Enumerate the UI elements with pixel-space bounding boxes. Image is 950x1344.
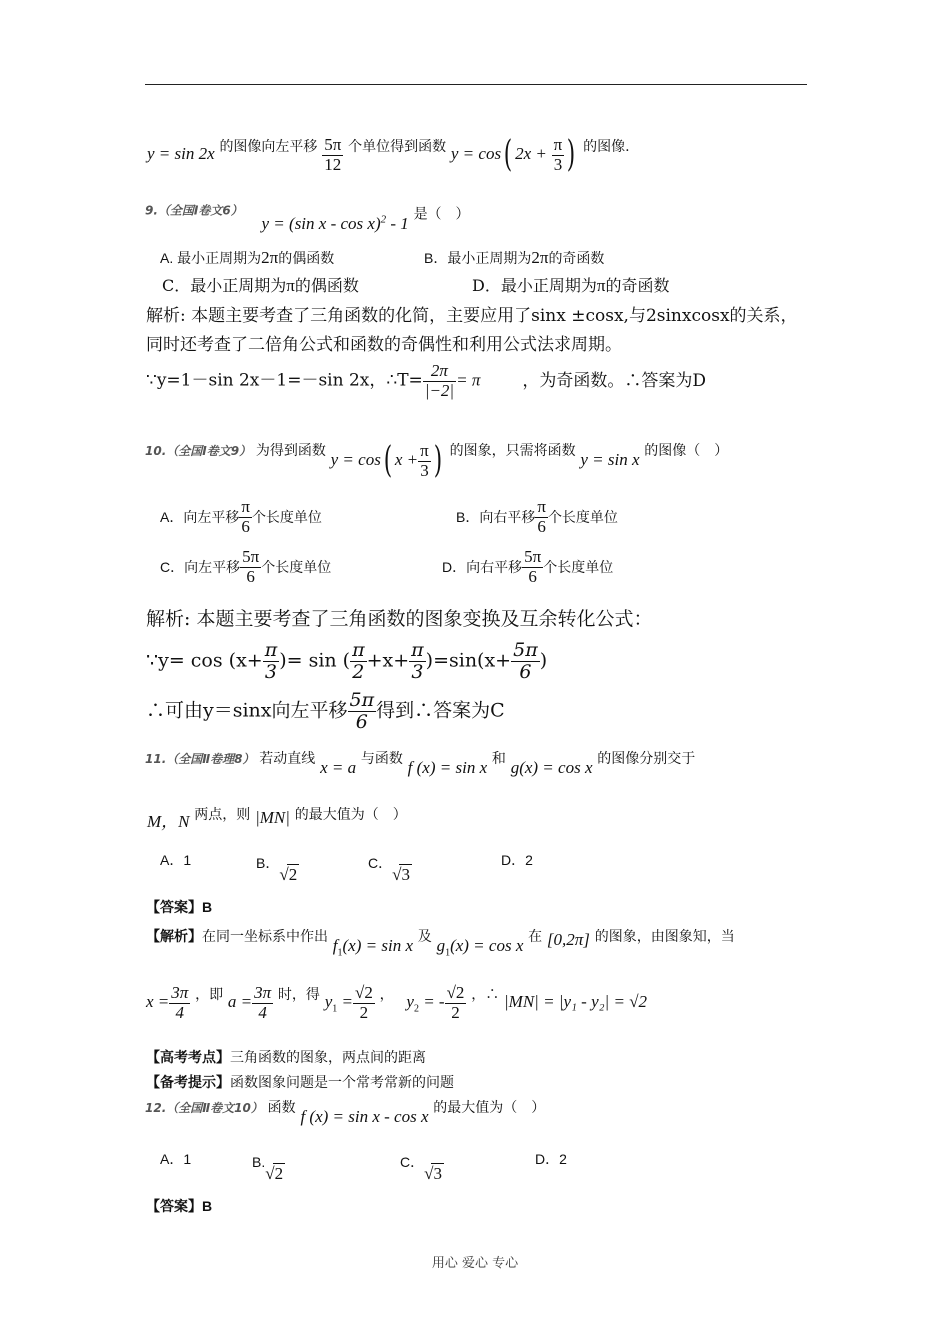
header-rule: [145, 84, 807, 85]
q11-option-d: D．2: [501, 852, 533, 868]
q10-analysis-3: ∴可由y＝sinx向左平移 $\frac{5\pi}{6}$ 得到∴答案为C: [146, 689, 505, 733]
q12-stem: 12.（全国Ⅱ卷文10） 函数 f (x) = sin x - cos x 的最大值为（ ）: [145, 1100, 546, 1126]
q12-option-a: A．1: [160, 1151, 192, 1167]
q9-stem-end: 是（ ）: [413, 206, 470, 223]
q9-stem: [145, 203, 470, 233]
q10-text-1: 为得到函数: [255, 443, 326, 460]
q11-option-b: B．√2: [256, 855, 298, 884]
q10-func1-pre: y = cos: [330, 450, 381, 470]
q12-option-d: D．2: [535, 1151, 567, 1167]
q9-option-d: D．最小正周期为π的奇函数: [472, 276, 670, 295]
q11-number: 11.（全国Ⅱ卷理8）: [145, 752, 255, 766]
q11-key-point: 【高考考点】三角函数的图象，两点间的距离: [146, 1049, 426, 1066]
q10-option-d: D．向右平移 $\frac{5\pi}{6}$ 个长度单位: [442, 547, 614, 586]
q10-option-c: C．向左平移 $\frac{5\pi}{6}$ 个长度单位: [160, 547, 332, 586]
q8-text-3: 的图像.: [583, 139, 630, 156]
q11-stem-2: M，N 两点，则 |MN| 的最大值为（ ）: [147, 807, 407, 831]
page-footer: 用心 爱心 专心: [431, 1256, 519, 1271]
q11-option-a: A．1: [160, 852, 192, 868]
q10-func1-fraction: $\frac{\pi}{3}$: [420, 441, 429, 480]
q10-number: 10.（全国Ⅰ卷文9）: [145, 444, 252, 459]
q8-rhs-fraction: $\frac{\pi}{3}$: [553, 135, 563, 174]
q10-text-3: 的图像（ ）: [644, 443, 729, 460]
q8-fraction: $\frac{5\pi}{12}$: [324, 135, 342, 174]
q10-func1-in: x +: [394, 450, 419, 470]
q12-answer: 【答案】B: [146, 1198, 213, 1214]
q10-option-a: A．向左平移 $\frac{\pi}{6}$ 个长度单位: [160, 497, 322, 536]
q8-text-2: 个单位得到函数: [348, 139, 447, 156]
q9-option-a: A. 最小正周期为2π的偶函数: [160, 248, 335, 267]
right-paren: ): [433, 440, 442, 482]
q9-number: 9.（全国Ⅰ卷文6）: [145, 203, 243, 218]
q11-stem-1: 11.（全国Ⅱ卷理8） 若动直线 x = a 与函数 f (x) = sin x 和 g(x) = cos x 的图像分别交于: [145, 751, 696, 777]
q11-analysis-2: x = $\frac{3\pi}{4}$ ，即 a = $\frac{3\pi}{4}$ 时，得 $y_1$ = $\frac{√2}{2}$ ， $y_2$ = - $\frac{√2}{2}$ ，∴ |MN| = |y₁ - y₂| = √2: [146, 983, 648, 1022]
q9-period-fraction: $\frac{2\pi}{|-2|}$: [424, 361, 455, 400]
q11-tip: 【备考提示】函数图象问题是一个常考常新的问题: [146, 1074, 454, 1091]
q11-option-c: C．√3: [368, 855, 410, 884]
q9-analysis-2: 同时还考查了二倍角公式和函数的奇偶性和利用公式法求周期。: [146, 335, 622, 355]
q10-option-b: B．向右平移 $\frac{\pi}{6}$ 个长度单位: [456, 497, 618, 536]
right-paren: ): [567, 134, 576, 176]
q9-expr: y = (sin x - cos x)$^2$ - 1: [261, 213, 409, 233]
left-paren: (: [383, 440, 393, 482]
q9-analysis-1: 解析: 本题主要考查了三角函数的化简，主要应用了sinx ±cosx,与2sinxcosx的关系，: [146, 306, 798, 326]
q8-rhs-in: 2x +: [515, 144, 547, 164]
q10-func2: y = sin x: [580, 450, 640, 470]
q10-analysis-2: ∵y= cos (x+ $\frac{\pi}{3}$ )= sin ( $\frac{\pi}{2}$ +x+ $\frac{\pi}{3}$ )=sin(x+ $\frac{5\pi}{6}$ ): [146, 639, 548, 683]
q12-number: 12.（全国Ⅱ卷文10）: [145, 1101, 263, 1115]
q12-option-c: C．√3: [400, 1154, 442, 1183]
q11-analysis-1: 【解析】在同一坐标系中作出 $f_1(x) = \sin x$ 及 $g_1(x) = \cos x$ 在 [0,2π] 的图象，由图象知，当: [146, 928, 735, 959]
q9-option-b: B．最小正周期为2π的奇函数: [424, 248, 605, 267]
q8-rhs-pre: y = cos: [450, 144, 502, 164]
q12-option-b: B.√2: [252, 1154, 284, 1183]
q10-text-2: 的图象，只需将函数: [449, 443, 576, 460]
q8-lhs: y = sin 2x: [147, 144, 215, 164]
q8-text-1: 的图像向左平移: [219, 139, 318, 156]
q11-answer: 【答案】B: [146, 899, 213, 915]
q10-stem: [145, 432, 729, 482]
q9-analysis-3: ∵y=1－sin 2x－1=－sin 2x，∴T= $\frac{2\pi}{|-2|}$ = π ，为奇函数。∴答案为D: [146, 361, 706, 400]
q8-tail-line: [147, 136, 630, 174]
left-paren: (: [503, 134, 513, 176]
q10-analysis-1: 解析: 本题主要考查了三角函数的图象变换及互余转化公式：: [146, 608, 653, 630]
q9-option-c: C．最小正周期为π的偶函数: [162, 276, 359, 295]
